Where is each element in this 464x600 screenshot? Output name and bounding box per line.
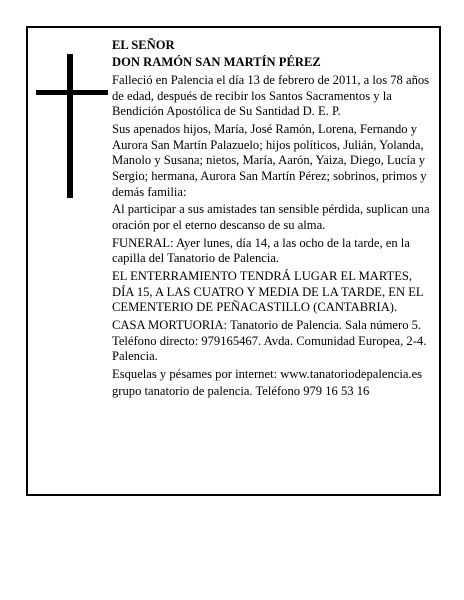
condolences-info: Esquelas y pésames por internet: www.tanatoriodepalencia.es: [112, 366, 423, 381]
contact-footer: grupo tanatorio de palencia. Teléfono 979 16 53 16: [112, 384, 370, 399]
burial-info: EL ENTERRAMIENTO TENDRÁ LUGAR EL MARTES, DÍA 15, A LAS CUATRO Y MEDIA DE LA TARDE, EN EL CEMENTERIO DE PEÑACASTILLO (CANTABRIA).: [112, 268, 424, 315]
notice-text: [112, 38, 432, 401]
mortuary-info: CASA MORTUORIA: Tanatorio de Palencia. Sala número 5. Teléfono directo: 979165467. Avda. Comunidad Europea, 2-4. Palencia.: [112, 317, 427, 364]
header-title: EL SEÑOR: [112, 38, 175, 52]
family-list: Sus apenados hijos, María, José Ramón, Lorena, Fernando y Aurora San Martín Palazuelo; hijos políticos, Julián, Yolanda, Manolo y Susana; nietos, María, Aarón, Yaiza, Diego, Lucía y Sergio; hermana, Aurora San Martín Pérez; sobrinos, primos y demás familia:: [112, 121, 427, 199]
cross-horizontal-bar: [36, 90, 108, 95]
deceased-name: DON RAMÓN SAN MARTÍN PÉREZ: [112, 55, 321, 70]
funeral-info: FUNERAL: Ayer lunes, día 14, a las ocho de la tarde, en la capilla del Tanatorio de Palencia.: [112, 235, 410, 266]
death-announcement: Falleció en Palencia el día 13 de febrero de 2011, a los 78 años de edad, después de recibir los Santos Sacramentos y la Bendición Apostólica de Su Santidad D. E. P.: [112, 72, 430, 119]
prayer-request: Al participar a sus amistades tan sensible pérdida, suplican una oración por el eterno descanso de su alma.: [112, 202, 430, 233]
cross-vertical-bar: [67, 54, 73, 198]
cross-icon: [36, 54, 108, 198]
